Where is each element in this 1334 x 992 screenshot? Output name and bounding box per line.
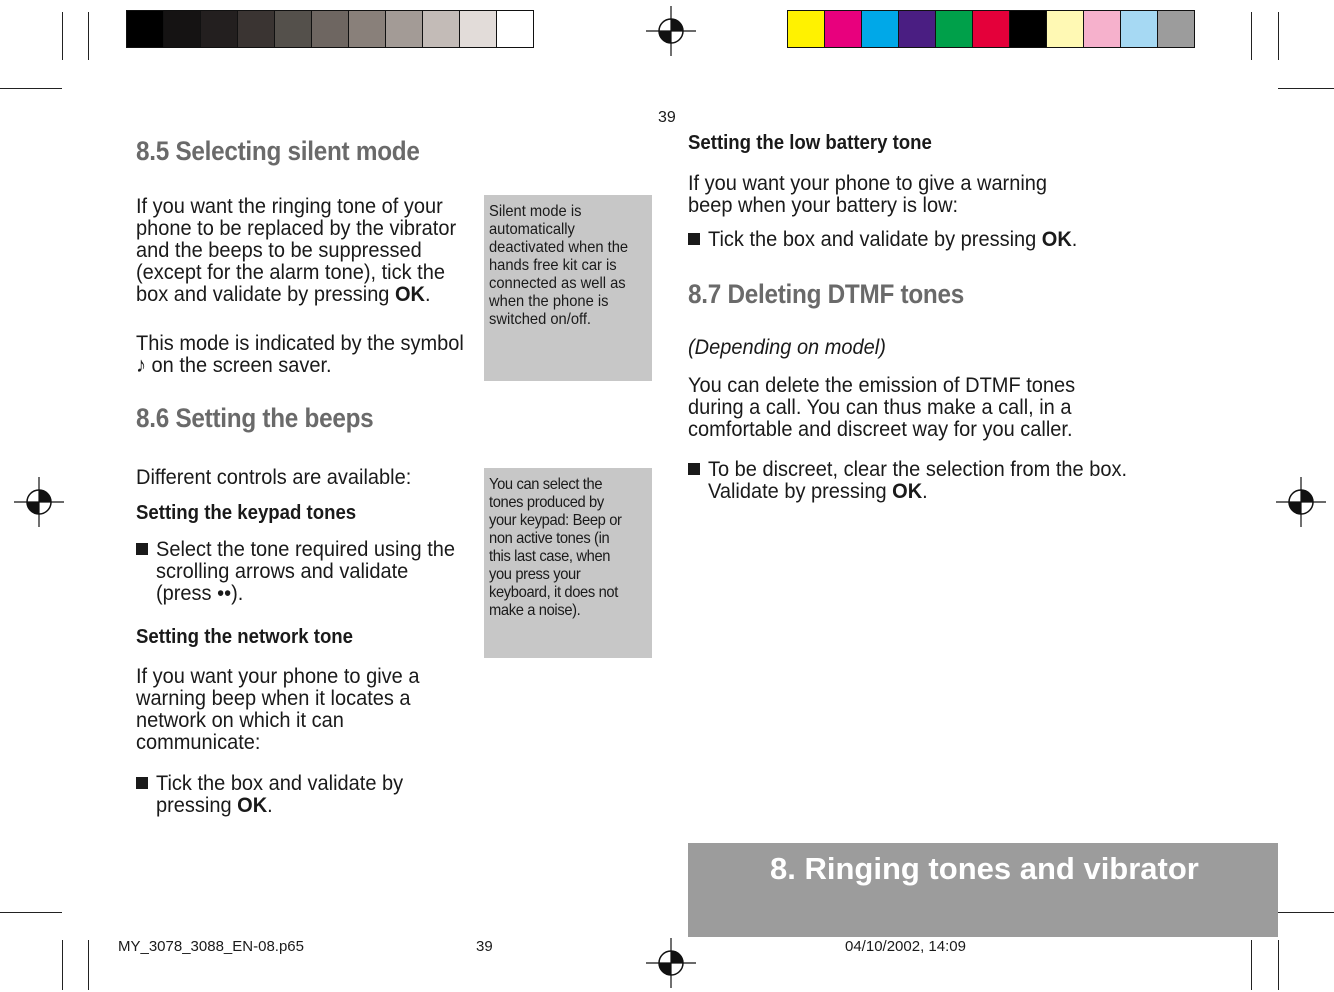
network-tone-heading: Setting the network tone bbox=[136, 626, 354, 648]
indicator-text-end: on the screen saver. bbox=[145, 353, 332, 377]
registration-target-icon bbox=[646, 938, 696, 988]
grayscale-swatch bbox=[496, 10, 534, 48]
process-color-swatch bbox=[824, 10, 862, 48]
crop-mark bbox=[0, 88, 62, 89]
footer-date: 04/10/2002, 14:09 bbox=[845, 938, 966, 955]
crop-mark bbox=[1278, 88, 1334, 89]
process-color-swatch bbox=[1083, 10, 1121, 48]
ok-key-label: OK bbox=[394, 282, 425, 306]
process-color-swatch bbox=[1120, 10, 1158, 48]
crop-mark bbox=[1251, 940, 1252, 990]
grayscale-swatch bbox=[311, 10, 349, 48]
page-number: 39 bbox=[658, 109, 676, 126]
process-color-swatch bbox=[898, 10, 936, 48]
silent-mode-note bbox=[484, 195, 652, 381]
network-bullet-text: Tick the box and validate by pressing bbox=[156, 771, 404, 817]
dtmf-paragraph: You can delete the emission of DTMF tones during a call. You can thus make a call, in a comfortable and discreet way for you caller. bbox=[688, 373, 1076, 441]
depending-on-model: (Depending on model) bbox=[688, 335, 886, 359]
process-color-swatch bbox=[1046, 10, 1084, 48]
grayscale-swatch bbox=[200, 10, 238, 48]
low-battery-tone-heading: Setting the low battery tone bbox=[688, 132, 932, 154]
process-color-swatch bbox=[787, 10, 825, 48]
silent-mode-indicator-paragraph bbox=[136, 332, 471, 376]
vibrate-music-note-icon: ♪ bbox=[136, 353, 146, 377]
registration-target-icon bbox=[646, 6, 696, 56]
crop-mark bbox=[1278, 940, 1279, 990]
keypad-tones-note-text: You can select the tones produced by your keypad: Beep or non active tones (in this last case, when you press your keyboard, it does not make a noise). bbox=[489, 476, 622, 619]
registration-target-icon bbox=[14, 477, 64, 527]
grayscale-swatch bbox=[459, 10, 497, 48]
network-tone-paragraph: If you want your phone to give a warning beep when it locates a network on which it can communicate: bbox=[136, 664, 420, 754]
silent-mode-paragraph bbox=[136, 195, 471, 305]
crop-mark bbox=[1278, 12, 1279, 60]
bullet-square-icon bbox=[136, 543, 148, 555]
silent-mode-text-end: . bbox=[424, 282, 431, 306]
process-color-swatch bbox=[935, 10, 973, 48]
ok-key-label: OK bbox=[237, 793, 268, 817]
crop-mark bbox=[62, 12, 63, 60]
chapter-title: 8. Ringing tones and vibrator bbox=[770, 851, 1199, 886]
keypad-bullet-end: ). bbox=[231, 581, 244, 605]
grayscale-swatch bbox=[237, 10, 275, 48]
crop-mark bbox=[1251, 12, 1252, 60]
grayscale-color-bar bbox=[126, 10, 533, 48]
chapter-banner bbox=[688, 843, 1278, 937]
keypad-tones-note bbox=[484, 468, 652, 658]
process-color-bar bbox=[787, 10, 1194, 48]
grayscale-swatch bbox=[348, 10, 386, 48]
grayscale-swatch bbox=[163, 10, 201, 48]
keypad-tones-heading: Setting the keypad tones bbox=[136, 502, 357, 524]
registration-target-icon bbox=[1276, 477, 1326, 527]
bullet-square-icon bbox=[136, 777, 148, 789]
crop-mark bbox=[88, 12, 89, 60]
bullet-square-icon bbox=[688, 233, 700, 245]
process-color-swatch bbox=[972, 10, 1010, 48]
controls-intro: Different controls are available: bbox=[136, 465, 412, 489]
grayscale-swatch bbox=[274, 10, 312, 48]
section-8-5-title: 8.5 Selecting silent mode bbox=[136, 136, 420, 166]
silent-mode-text: If you want the ringing tone of your phone to be replaced by the vibrator and the beeps to be suppressed (except for the alarm tone), tick the box and validate by pressing bbox=[136, 194, 457, 306]
ok-key-label: OK bbox=[892, 479, 923, 503]
process-color-swatch bbox=[861, 10, 899, 48]
battery-bullet-end: . bbox=[1071, 227, 1078, 251]
key-dots-icon: •• bbox=[217, 581, 232, 605]
silent-mode-note-text: Silent mode is automatically deactivated when the hands free kit car is connected as well as when the phone is switched on/off. bbox=[489, 203, 629, 328]
dtmf-bullet-end: . bbox=[922, 479, 928, 503]
crop-mark bbox=[88, 940, 89, 990]
grayscale-swatch bbox=[422, 10, 460, 48]
section-8-7-title: 8.7 Deleting DTMF tones bbox=[688, 279, 964, 309]
footer-page: 39 bbox=[476, 938, 493, 955]
keypad-bullet-text: Select the tone required using the scrolling arrows and validate (press bbox=[156, 537, 456, 605]
crop-mark bbox=[62, 940, 63, 990]
grayscale-swatch bbox=[126, 10, 164, 48]
ok-key-label: OK bbox=[1041, 227, 1072, 251]
grayscale-swatch bbox=[385, 10, 423, 48]
crop-mark bbox=[1278, 912, 1334, 913]
process-color-swatch bbox=[1157, 10, 1195, 48]
battery-bullet-text: Tick the box and validate by pressing bbox=[708, 227, 1042, 251]
crop-mark bbox=[0, 912, 62, 913]
low-battery-paragraph: If you want your phone to give a warning beep when your battery is low: bbox=[688, 171, 1048, 217]
footer-filename: MY_3078_3088_EN-08.p65 bbox=[118, 938, 304, 955]
bullet-square-icon bbox=[688, 463, 700, 475]
dtmf-bullet-text: To be discreet, clear the selection from the box. Validate by pressing bbox=[708, 457, 1128, 503]
section-8-6-title: 8.6 Setting the beeps bbox=[136, 403, 374, 433]
network-bullet-end: . bbox=[267, 793, 273, 817]
indicator-text: This mode is indicated by the symbol bbox=[136, 331, 464, 355]
process-color-swatch bbox=[1009, 10, 1047, 48]
